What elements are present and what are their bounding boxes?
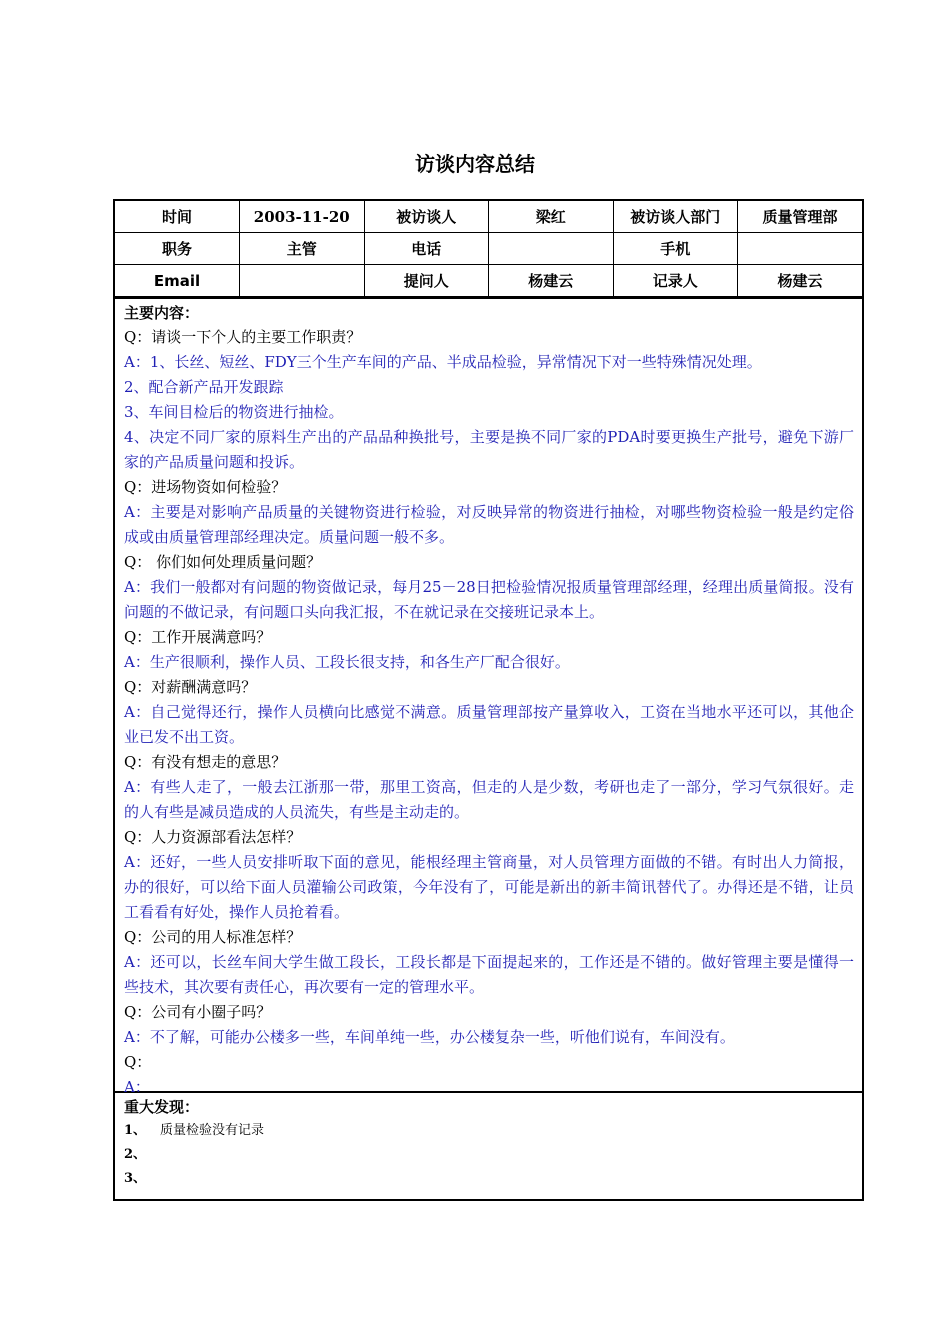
email-value [240, 265, 365, 297]
interviewee-label: 被访谈人 [364, 201, 489, 233]
finding-number: 2、 [124, 1147, 147, 1162]
question-line: Q：公司有小圈子吗？ [124, 1003, 272, 1021]
dept-value: 质量管理部 [738, 201, 863, 233]
answer-line: 3、车间目检后的物资进行抽检。 [124, 403, 344, 421]
answer-line: A：自己觉得还行，操作人员横向比感觉不满意。质量管理部按产量算收入，工资在当地水平还可以，其他企业已发不出工资。 [124, 703, 854, 746]
findings-section [115, 1093, 862, 1191]
answer-line: A：不了解，可能办公楼多一些，车间单纯一些，办公楼复杂一些，听他们说有，车间没有。 [124, 1028, 735, 1046]
main-content-heading: 主要内容： [124, 304, 200, 322]
info-row [115, 201, 862, 233]
answer-line: A：生产很顺利，操作人员、工段长很支持，和各生产厂配合很好。 [124, 653, 570, 671]
info-table [115, 201, 862, 297]
position-value: 主管 [240, 233, 365, 265]
recorder-label: 记录人 [613, 265, 738, 297]
qa-list [124, 325, 854, 1100]
question-line: Q： [124, 1053, 152, 1071]
findings-heading: 重大发现： [124, 1098, 200, 1116]
question-line: Q：公司的用人标准怎样？ [124, 928, 302, 946]
mobile-label: 手机 [613, 233, 738, 265]
finding-item [124, 1143, 854, 1167]
answer-line: A：还可以，长丝车间大学生做工段长，工段长都是下面提起来的，工作还是不错的。做好管理主要是懂得一些技术，其次要有责任心，再次要有一定的管理水平。 [124, 953, 854, 996]
answer-line: A：1、长丝、短丝、FDY三个生产车间的产品、半成品检验，异常情况下对一些特殊情况处理。 [124, 353, 762, 371]
question-line: Q：有没有想走的意思？ [124, 753, 287, 771]
question-line: Q：请谈一下个人的主要工作职责？ [124, 328, 362, 346]
answer-line: A：我们一般都对有问题的物资做记录，每月25－28日把检验情况报质量管理部经理，经理出质量简报。没有问题的不做记录，有问题口头向我汇报，不在就记录在交接班记录本上。 [124, 578, 854, 621]
answer-line: A：主要是对影响产品质量的关键物资进行检验，对反映异常的物资进行抽检，对哪些物资检验一般是约定俗成或由质量管理部经理决定。质量问题一般不多。 [124, 503, 854, 546]
recorder-value: 杨建云 [738, 265, 863, 297]
answer-line: 4、决定不同厂家的原料生产出的产品品种换批号，主要是换不同厂家的PDA时要更换生产批号，避免下游厂家的产品质量问题和投诉。 [124, 428, 854, 471]
questioner-label: 提问人 [364, 265, 489, 297]
questioner-value: 杨建云 [489, 265, 614, 297]
findings-list [124, 1119, 854, 1191]
answer-line: 2、配合新产品开发跟踪 [124, 378, 284, 396]
interviewee-value: 梁红 [489, 201, 614, 233]
dept-label: 被访谈人部门 [613, 201, 738, 233]
answer-line: A：有些人走了，一般去江浙那一带，那里工资高，但走的人是少数，考研也走了一部分，学习气氛很好。走的人有些是减员造成的人员流失，有些是主动走的。 [124, 778, 854, 821]
finding-number: 3、 [124, 1171, 147, 1186]
finding-item [124, 1119, 854, 1143]
question-line: Q：工作开展满意吗？ [124, 628, 272, 646]
email-label: Email [115, 265, 240, 297]
phone-value [489, 233, 614, 265]
info-row [115, 265, 862, 297]
time-value: 2003-11-20 [240, 201, 365, 233]
time-label: 时间 [115, 201, 240, 233]
answer-line: A：还好，一些人员安排听取下面的意见，能根经理主管商量，对人员管理方面做的不错。有时出人力简报，办的很好，可以给下面人员灌输公司政策，今年没有了，可能是新出的新丰简讯替代了。办得还是不错，让员工看看有好处，操作人员抢着看。 [124, 853, 854, 921]
question-line: Q： 你们如何处理质量问题？ [124, 553, 322, 571]
mobile-value [738, 233, 863, 265]
position-label: 职务 [115, 233, 240, 265]
info-row [115, 233, 862, 265]
finding-number: 1、 [124, 1123, 147, 1138]
phone-label: 电话 [364, 233, 489, 265]
answer-line: A： [124, 1078, 150, 1096]
interview-form [113, 199, 864, 1201]
finding-item [124, 1167, 854, 1191]
main-content-section [115, 297, 862, 1096]
page-title: 访谈内容总结 [415, 152, 535, 176]
question-line: Q：对薪酬满意吗？ [124, 678, 257, 696]
question-line: Q：进场物资如何检验？ [124, 478, 287, 496]
finding-text: 质量检验没有记录 [160, 1123, 265, 1138]
question-line: Q：人力资源部看法怎样？ [124, 828, 302, 846]
